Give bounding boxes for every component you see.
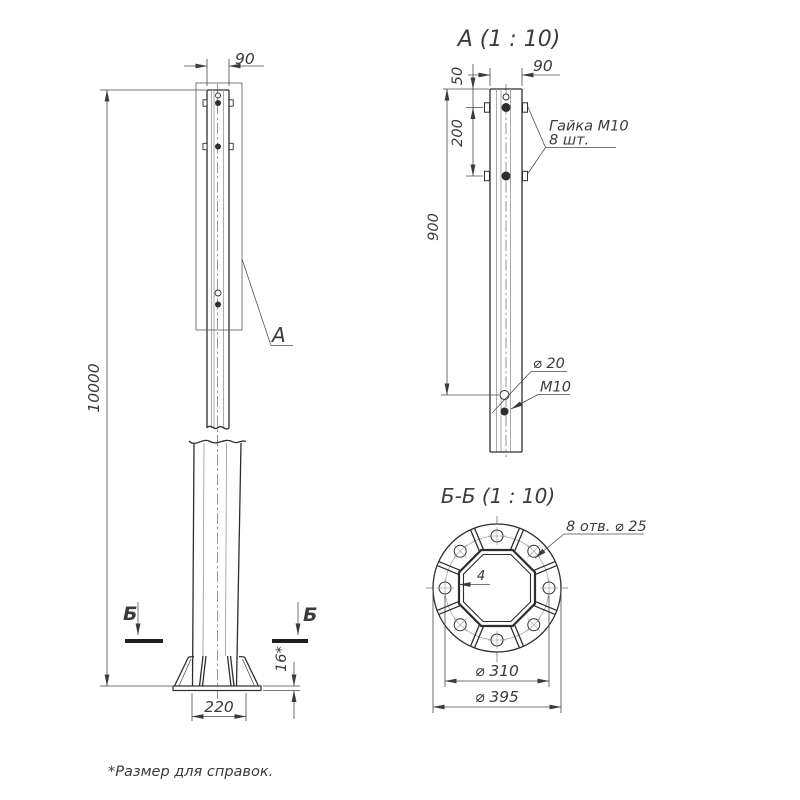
dim-top-offset-label: 50 (450, 66, 466, 86)
dim-plate-thickness-label: 16* (274, 646, 290, 672)
detail-callout-letter: А (272, 323, 286, 347)
section-bb-title: Б-Б (1 : 10) (440, 484, 556, 508)
dim-flange-outer-label: ⌀ 395 (475, 688, 519, 706)
section-letter-right: Б (303, 604, 318, 626)
thread-callout-label: М10 (540, 379, 571, 396)
detail-a-title: А (1 : 10) (457, 27, 561, 52)
dim-total-height-label: 10000 (85, 363, 103, 413)
dim-width-label: 90 (533, 57, 553, 75)
main-view (85, 50, 317, 721)
dim-wall-thickness-label: 4 (477, 569, 486, 584)
holes-callout-label: 8 отв. ⌀ 25 (566, 519, 647, 535)
hole-callout-label: ⌀ 20 (533, 356, 565, 372)
dim-section-length-label: 900 (426, 213, 442, 241)
footnote: *Размер для справок. (108, 764, 274, 780)
dim-nut-spacing-label: 200 (450, 119, 466, 147)
section-mark-left (123, 602, 163, 641)
nut-callout-line2: 8 шт. (549, 132, 590, 149)
section-letter-left: Б (123, 603, 138, 625)
detail-a-view (426, 27, 629, 457)
section-mark-right (272, 602, 317, 641)
dim-bolt-circle-label: ⌀ 310 (475, 662, 519, 680)
nut-callout-line1: Гайка М10 (549, 118, 629, 135)
dim-bottom-width-label: 220 (204, 698, 234, 716)
section-bb-view (426, 484, 647, 713)
dim-top-width-label: 90 (235, 50, 255, 68)
